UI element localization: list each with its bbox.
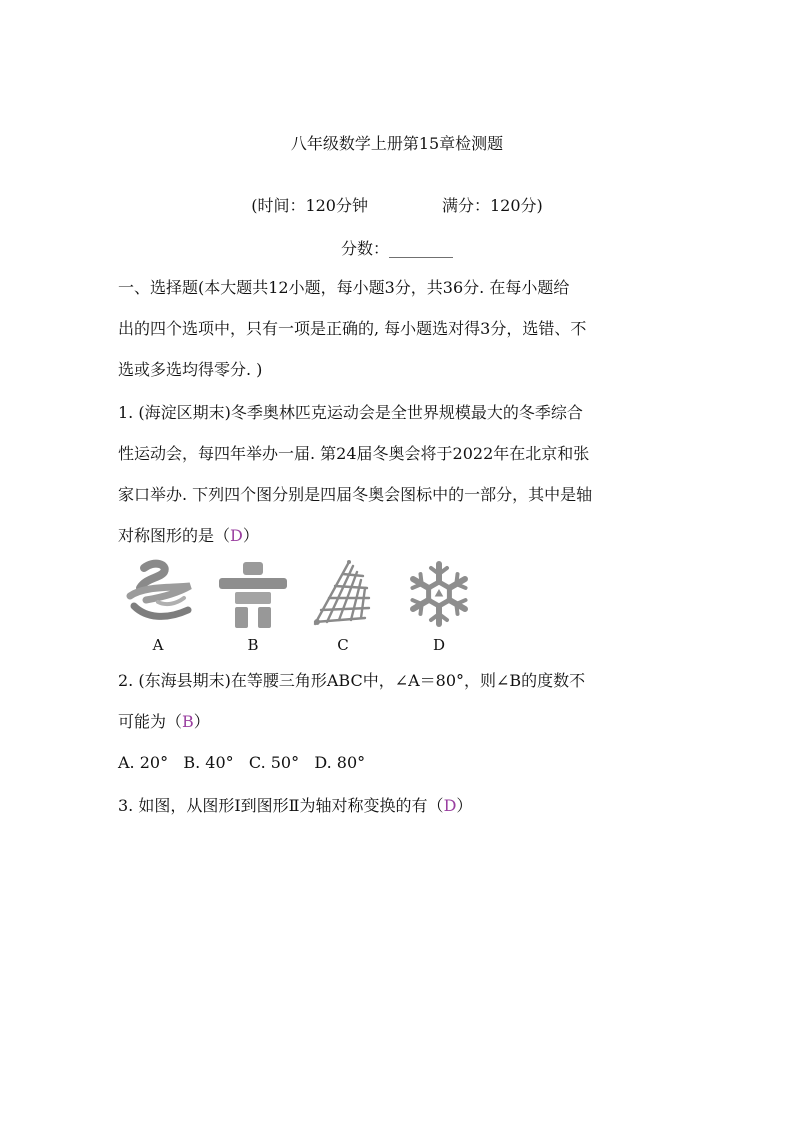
question-3: 3. 如图，从图形Ⅰ到图形Ⅱ为轴对称变换的有（D） [118, 796, 473, 815]
q2-line: 2. (东海县期末)在等腰三角形ABC中，∠A＝80°，则∠B的度数不 [118, 671, 586, 690]
figure-label: A [152, 636, 164, 654]
section-line: 选或多选均得零分. ) [118, 360, 263, 379]
section-line: 一、选择题(本大题共12小题，每小题3分，共36分. 在每小题给 [118, 278, 570, 297]
section-instructions [118, 267, 680, 390]
inukshuk-emblem-icon [213, 558, 293, 630]
exam-full-score: 满分：120分) [442, 196, 543, 215]
question-2 [118, 660, 680, 783]
page-title: 八年级数学上册第15章检测题 [290, 134, 504, 153]
figure-label: B [247, 636, 259, 654]
q2-options: A. 20° B. 40° C. 50° D. 80° [118, 753, 366, 772]
mesh-emblem-icon [303, 558, 383, 630]
q1-line: 1. (海淀区期末)冬季奥林匹克运动会是全世界规模最大的冬季综合 [118, 403, 583, 422]
q2-answer: B [182, 712, 194, 731]
q2-line: 可能为（B） [118, 712, 210, 731]
q1-answer: D [230, 526, 243, 545]
figure-label: C [337, 636, 349, 654]
question-1 [118, 392, 680, 556]
q1-line: 家口举办. 下列四个图分别是四届冬奥会图标中的一部分，其中是轴 [118, 485, 593, 504]
snowflake-emblem-icon [399, 558, 479, 630]
ribbon-emblem-icon [118, 558, 198, 630]
q1-line: 对称图形的是（D） [118, 526, 259, 545]
emblem-figures [118, 558, 498, 658]
section-line: 出的四个选项中，只有一项是正确的, 每小题选对得3分，选错、不 [118, 319, 587, 338]
q1-line: 性运动会，每四年举办一届. 第24届冬奥会将于2022年在北京和张 [118, 444, 590, 463]
exam-time: (时间：120分钟 [251, 196, 368, 215]
exam-meta [0, 193, 794, 216]
figure-label: D [432, 636, 446, 654]
q3-answer: D [443, 796, 457, 815]
score-line: 分数：________ [340, 239, 453, 258]
